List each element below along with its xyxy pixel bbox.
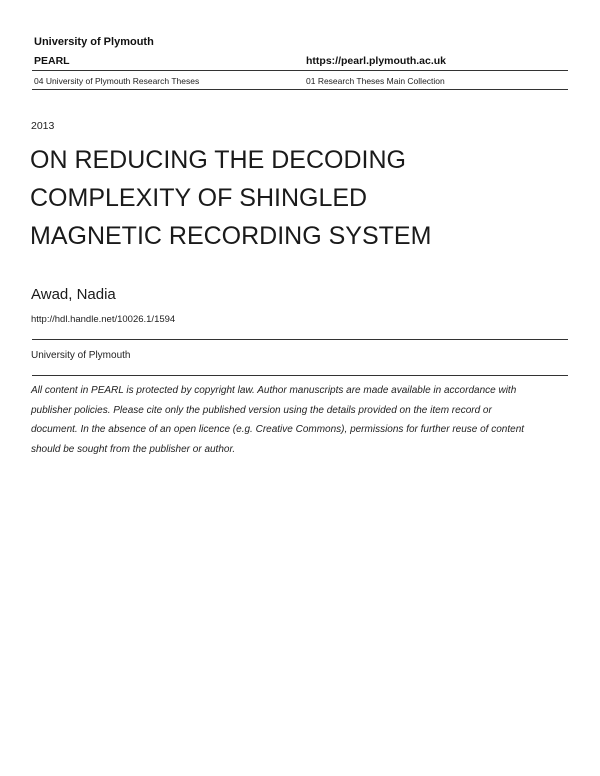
publication-year: 2013 [31, 120, 55, 132]
author-name: Awad, Nadia [31, 286, 116, 303]
publisher-divider-top [32, 339, 568, 340]
header-divider-top [32, 70, 568, 71]
publisher-name: University of Plymouth [31, 350, 131, 361]
notice-line-3: document. In the absence of an open licence (e.g. Creative Commons), permissions for further reuse of content [31, 424, 525, 435]
title-line-2: COMPLEXITY OF SHINGLED [30, 184, 368, 212]
handle-link[interactable]: http://hdl.handle.net/10026.1/1594 [31, 314, 176, 325]
repository-name: PEARL [34, 55, 70, 67]
thesis-title [30, 141, 570, 255]
repository-header-row [32, 55, 568, 69]
copyright-notice [31, 381, 571, 459]
title-line-3: MAGNETIC RECORDING SYSTEM [30, 222, 432, 250]
publisher-divider-bottom [32, 375, 568, 376]
notice-line-2: publisher policies. Please cite only the published version using the details provided on the item record or [31, 404, 492, 416]
notice-line-1: All content in PEARL is protected by copyright law. Author manuscripts are made available in accordance with [31, 385, 517, 396]
notice-line-4: should be sought from the publisher or author. [31, 443, 236, 455]
collection-right: 01 Research Theses Main Collection [306, 76, 445, 86]
repository-url-link[interactable]: https://pearl.plymouth.ac.uk [306, 55, 447, 67]
collection-row [32, 76, 568, 90]
institution-name: University of Plymouth [34, 36, 154, 48]
collection-left: 04 University of Plymouth Research Theses [34, 76, 200, 86]
header-divider-bottom [32, 89, 568, 90]
title-line-1: ON REDUCING THE DECODING [30, 146, 406, 174]
